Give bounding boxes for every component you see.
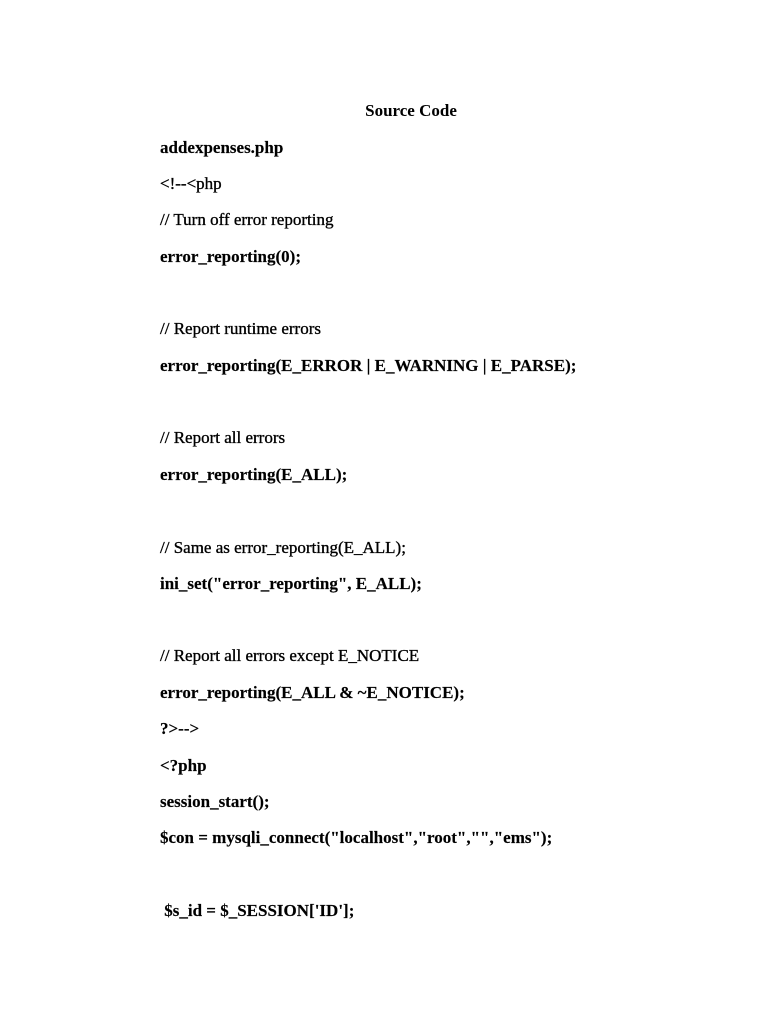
code-line: error_reporting(E_ERROR | E_WARNING | E_PARSE); bbox=[160, 356, 577, 375]
document-title: Source Code bbox=[365, 101, 457, 120]
code-line: $con = mysqli_connect("localhost","root","","ems"); bbox=[160, 828, 553, 847]
code-line: <?php bbox=[160, 756, 207, 775]
code-line: // Same as error_reporting(E_ALL); bbox=[160, 538, 406, 557]
code-line: // Report runtime errors bbox=[160, 319, 321, 338]
code-line: ini_set("error_reporting", E_ALL); bbox=[160, 574, 422, 593]
code-line: $s_id = $_SESSION['ID']; bbox=[160, 901, 355, 920]
code-line: ?>--> bbox=[160, 719, 200, 738]
code-line: <!--<php bbox=[160, 174, 222, 193]
code-line: session_start(); bbox=[160, 792, 270, 811]
code-line: // Report all errors bbox=[160, 428, 286, 447]
file-name-heading: addexpenses.php bbox=[160, 138, 284, 157]
code-line: error_reporting(0); bbox=[160, 247, 301, 266]
code-line: error_reporting(E_ALL); bbox=[160, 465, 348, 484]
code-line: error_reporting(E_ALL & ~E_NOTICE); bbox=[160, 683, 465, 702]
code-line: // Turn off error reporting bbox=[160, 210, 334, 229]
code-line: // Report all errors except E_NOTICE bbox=[160, 646, 420, 665]
